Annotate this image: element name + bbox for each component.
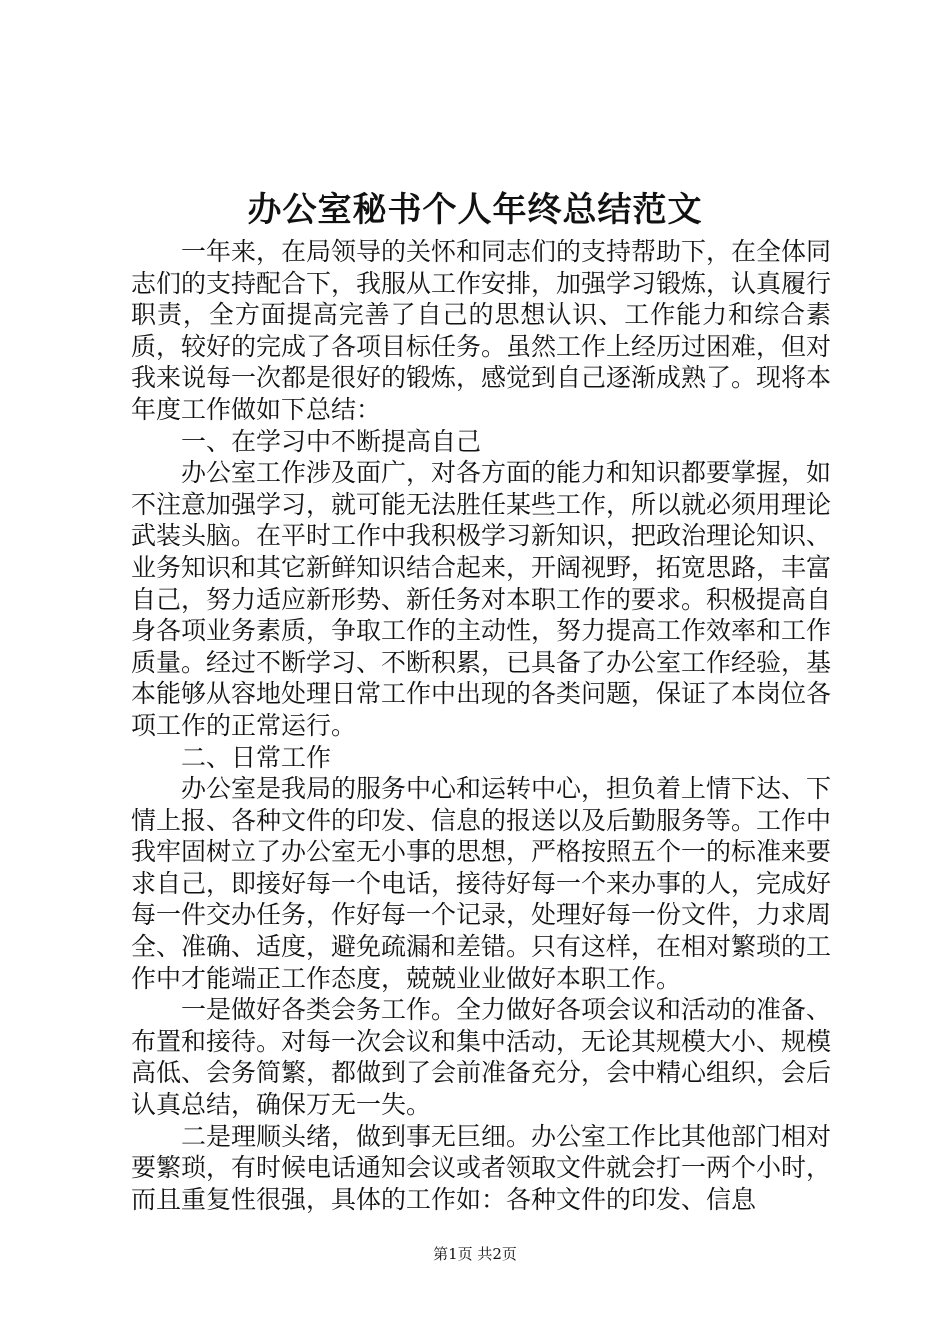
section-heading-1: 一、在学习中不断提高自己: [181, 426, 482, 456]
section-heading-2: 二、日常工作: [181, 742, 332, 772]
section-2-paragraph: 办公室是我局的服务中心和运转中心，担负着上情下达、下情上报、各种文件的印发、信息的报送以及后勤服务等。工作中我牢固树立了办公室无小事的思想，严格按照五个一的标准来要求自己，即接好每一个电话，接待好每一个来办事的人，完成好每一件交办任务，作好每一个记录，处理好每一份文件，力求周全、准确、适度，避免疏漏和差错。只有这样，在相对繁琐的工作中才能端正工作态度，兢兢业业做好本职工作。: [131, 774, 832, 993]
page-number-footer: 第1页 共2页: [433, 1245, 517, 1263]
intro-paragraph: 一年来，在局领导的关怀和同志们的支持帮助下，在全体同志们的支持配合下，我服从工作安排，加强学习锻炼，认真履行职责，全方面提高完善了自己的思想认识、工作能力和综合素质，较好的完成了各项目标任务。虽然工作上经历过困难，但对我来说每一次都是很好的锻炼，感觉到自己逐渐成熟了。现将本年度工作做如下总结：: [131, 237, 832, 424]
meeting-work-paragraph: 一是做好各类会务工作。全力做好各项会议和活动的准备、布置和接待。对每一次会议和集中活动，无论其规模大小、规模高低、会务简繁，都做到了会前准备充分，会中精心组织，会后认真总结，确保万无一失。: [131, 995, 832, 1120]
section-1-paragraph: 办公室工作涉及面广，对各方面的能力和知识都要掌握，如不注意加强学习，就可能无法胜任某些工作，所以就必须用理论武装头脑。在平时工作中我积极学习新知识，把政治理论知识、业务知识和其它新鲜知识结合起来，开阔视野，拓宽思路，丰富自己，努力适应新形势、新任务对本职工作的要求。积极提高自身各项业务素质，争取工作的主动性，努力提高工作效率和工作质量。经过不断学习、不断积累，已具备了办公室工作经验，基本能够从容地处理日常工作中出现的各类问题，保证了本岗位各项工作的正常运行。: [131, 458, 832, 740]
document-body: [131, 236, 831, 1215]
document-title: 办公室秘书个人年终总结范文: [247, 190, 703, 230]
detail-work-paragraph: 二是理顺头绪，做到事无巨细。办公室工作比其他部门相对要繁琐，有时候电话通知会议或者领取文件就会打一两个小时，而且重复性很强，具体的工作如：各种文件的印发、信息: [131, 1121, 832, 1214]
